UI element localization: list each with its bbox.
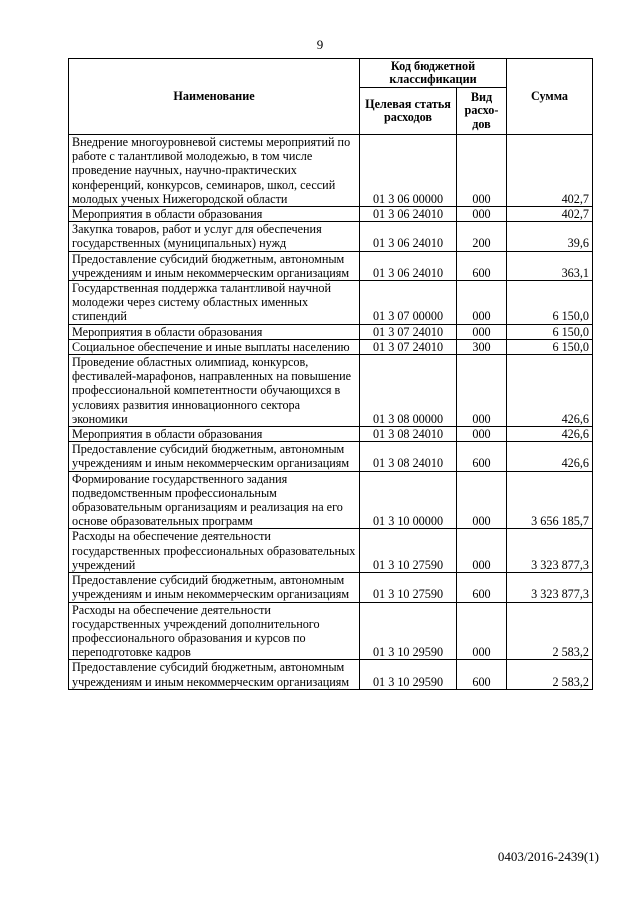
cell-expense-type: 600	[457, 660, 507, 689]
cell-sum: 6 150,0	[507, 281, 593, 325]
cell-name: Расходы на обеспечение деятельности государственных профессиональных образовательных учреждений	[69, 529, 360, 573]
cell-expense-type: 600	[457, 573, 507, 602]
cell-name: Социальное обеспечение и иные выплаты населению	[69, 339, 360, 354]
cell-target-article: 01 3 07 00000	[360, 281, 457, 325]
table-row	[69, 324, 593, 339]
cell-target-article: 01 3 10 27590	[360, 529, 457, 573]
cell-name: Проведение областных олимпиад, конкурсов, фестивалей-марафонов, направленных на повышение профессиональной компетентности обучающихся в условиях развития инновационного сектора экономики	[69, 355, 360, 427]
header-code-group: Код бюджетной классификации	[360, 59, 507, 88]
cell-sum: 3 656 185,7	[507, 471, 593, 529]
cell-name: Закупка товаров, работ и услуг для обеспечения государственных (муниципальных) нужд	[69, 222, 360, 251]
cell-name: Предоставление субсидий бюджетным, автономным учреждениям и иным некоммерческим организациям	[69, 660, 360, 689]
cell-name: Расходы на обеспечение деятельности государственных учреждений дополнительного профессионального образования и курсов по переподготовке кадров	[69, 602, 360, 660]
table-body	[69, 135, 593, 690]
table-row	[69, 251, 593, 280]
cell-expense-type: 000	[457, 135, 507, 207]
cell-target-article: 01 3 08 24010	[360, 427, 457, 442]
table-row	[69, 135, 593, 207]
cell-expense-type: 300	[457, 339, 507, 354]
header-vr: Вид расхо-дов	[457, 88, 507, 135]
cell-sum: 2 583,2	[507, 660, 593, 689]
budget-table	[68, 58, 593, 690]
cell-target-article: 01 3 06 00000	[360, 135, 457, 207]
cell-expense-type: 000	[457, 281, 507, 325]
cell-expense-type: 000	[457, 324, 507, 339]
cell-target-article: 01 3 07 24010	[360, 339, 457, 354]
cell-sum: 3 323 877,3	[507, 573, 593, 602]
table-row	[69, 442, 593, 471]
cell-expense-type: 000	[457, 207, 507, 222]
document-code: 0403/2016-2439(1)	[497, 849, 599, 864]
cell-expense-type: 000	[457, 427, 507, 442]
cell-expense-type: 000	[457, 529, 507, 573]
cell-sum: 6 150,0	[507, 339, 593, 354]
cell-name: Мероприятия в области образования	[69, 324, 360, 339]
cell-name: Формирование государственного задания подведомственным профессиональным образовательным организациям и реализация на его основе образовательных программ	[69, 471, 360, 529]
table-row	[69, 222, 593, 251]
cell-expense-type: 600	[457, 251, 507, 280]
cell-target-article: 01 3 08 24010	[360, 442, 457, 471]
cell-name: Предоставление субсидий бюджетным, автономным учреждениям и иным некоммерческим организациям	[69, 251, 360, 280]
header-name: Наименование	[69, 59, 360, 135]
table-row	[69, 207, 593, 222]
table-row	[69, 529, 593, 573]
cell-target-article: 01 3 10 00000	[360, 471, 457, 529]
table-row	[69, 339, 593, 354]
table-row	[69, 573, 593, 602]
cell-expense-type: 600	[457, 442, 507, 471]
cell-name: Мероприятия в области образования	[69, 207, 360, 222]
table-row	[69, 281, 593, 325]
cell-sum: 402,7	[507, 207, 593, 222]
cell-expense-type: 000	[457, 355, 507, 427]
table-row	[69, 602, 593, 660]
cell-expense-type: 200	[457, 222, 507, 251]
cell-target-article: 01 3 06 24010	[360, 222, 457, 251]
cell-sum: 426,6	[507, 427, 593, 442]
header-csr: Целевая статья расходов	[360, 88, 457, 135]
table-row	[69, 660, 593, 689]
table-row	[69, 471, 593, 529]
cell-expense-type: 000	[457, 471, 507, 529]
cell-expense-type: 000	[457, 602, 507, 660]
cell-sum: 6 150,0	[507, 324, 593, 339]
cell-sum: 426,6	[507, 442, 593, 471]
cell-name: Предоставление субсидий бюджетным, автономным учреждениям и иным некоммерческим организациям	[69, 442, 360, 471]
cell-target-article: 01 3 10 29590	[360, 660, 457, 689]
cell-target-article: 01 3 10 29590	[360, 602, 457, 660]
cell-target-article: 01 3 10 27590	[360, 573, 457, 602]
table-row	[69, 355, 593, 427]
cell-name: Внедрение многоуровневой системы мероприятий по работе с талантливой молодежью, в том числе проведение научных, научно-практических конференций, конкурсов, семинаров, школ, сессий молодых ученых Нижегородской области	[69, 135, 360, 207]
cell-sum: 402,7	[507, 135, 593, 207]
cell-name: Государственная поддержка талантливой научной молодежи через систему областных именных стипендий	[69, 281, 360, 325]
cell-sum: 426,6	[507, 355, 593, 427]
cell-name: Предоставление субсидий бюджетным, автономным учреждениям и иным некоммерческим организациям	[69, 573, 360, 602]
cell-target-article: 01 3 08 00000	[360, 355, 457, 427]
cell-name: Мероприятия в области образования	[69, 427, 360, 442]
table-row	[69, 427, 593, 442]
cell-target-article: 01 3 06 24010	[360, 251, 457, 280]
cell-target-article: 01 3 07 24010	[360, 324, 457, 339]
cell-sum: 39,6	[507, 222, 593, 251]
table-header	[69, 59, 593, 135]
cell-sum: 363,1	[507, 251, 593, 280]
page-number: 9	[316, 37, 324, 52]
header-sum: Сумма	[507, 59, 593, 135]
cell-target-article: 01 3 06 24010	[360, 207, 457, 222]
cell-sum: 2 583,2	[507, 602, 593, 660]
cell-sum: 3 323 877,3	[507, 529, 593, 573]
